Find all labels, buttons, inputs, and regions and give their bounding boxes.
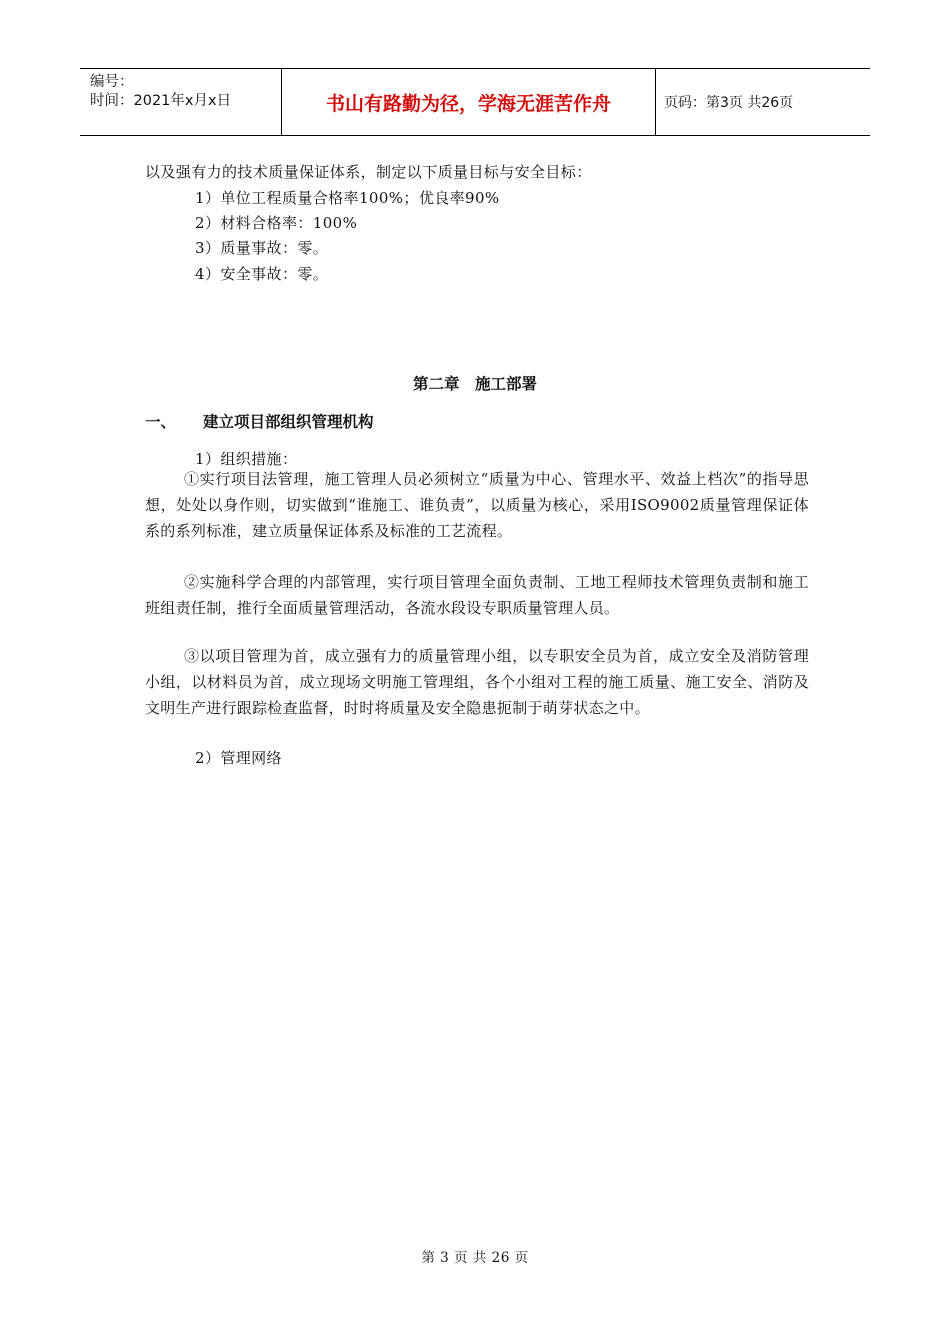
subheading-organization: 1）组织措施： <box>195 450 298 468</box>
header-motto: 书山有路勤为径，学海无涯苦作舟 <box>282 69 656 135</box>
goal-item: 2）材料合格率：100% <box>195 214 358 232</box>
number-label: 编号： <box>90 74 134 90</box>
subheading-network: 2）管理网络 <box>195 749 282 767</box>
goal-item: 1）单位工程质量合格率100%；优良率90% <box>195 189 500 207</box>
section-number: 一、 <box>145 413 177 431</box>
paragraph-3: ③以项目管理为首，成立强有力的质量管理小组，以专职安全员为首，成立安全及消防管理小组，以材料员为首，成立现场文明施工管理组，各个小组对工程的施工质量、施工安全、消防及文明生产进行跟踪检查监督，时时将质量及安全隐患扼制于萌芽状态之中。 <box>145 647 809 718</box>
section-title: 建立项目部组织管理机构 <box>203 413 374 431</box>
chapter-title: 第二章 施工部署 <box>412 375 537 393</box>
header-meta <box>80 69 282 135</box>
time-label: 时间：2021年x月x日 <box>90 93 232 109</box>
document-header <box>80 68 870 136</box>
paragraph-2: ②实施科学合理的内部管理，实行项目管理全面负责制、工地工程师技术管理负责制和施工班组责任制，推行全面质量管理活动，各流水段设专职质量管理人员。 <box>145 573 809 618</box>
goal-item: 4）安全事故：零。 <box>195 265 329 283</box>
goal-item: 3）质量事故：零。 <box>195 239 329 257</box>
page-footer: 第 3 页 共 26 页 <box>421 1250 529 1266</box>
paragraph-1: ①实行项目法管理，施工管理人员必须树立“质量为中心、管理水平、效益上档次”的指导思想，处处以身作则，切实做到“谁施工、谁负责”，以质量为核心，采用ISO9002质量管理保证体系的系列标准，建立质量保证体系及标准的工艺流程。 <box>145 470 809 541</box>
header-page-info: 页码：第3页 共26页 <box>664 95 794 111</box>
intro-line: 以及强有力的技术质量保证体系，制定以下质量目标与安全目标： <box>145 163 592 181</box>
section-heading <box>145 410 374 432</box>
